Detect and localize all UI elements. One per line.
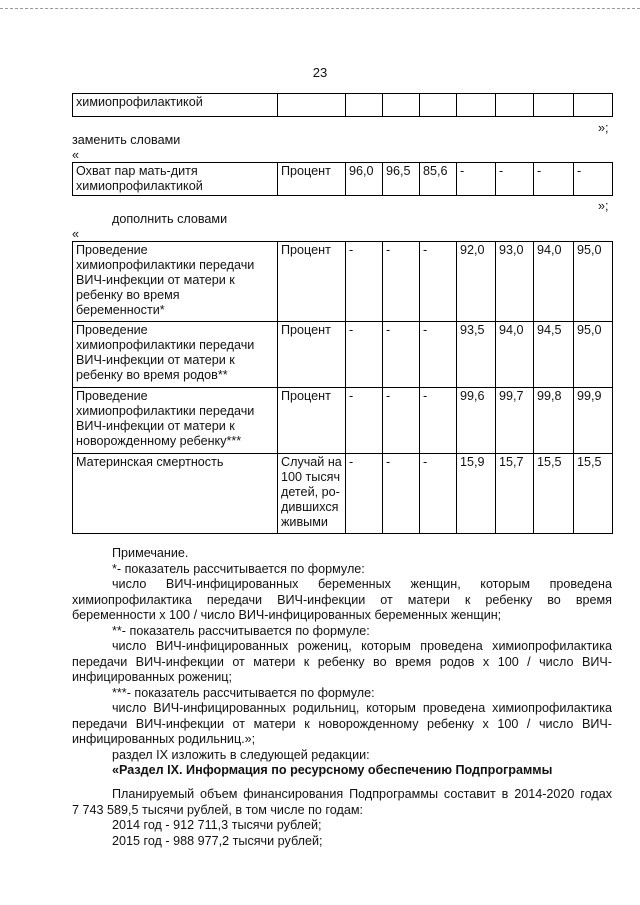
note-3-line: число ВИЧ-инфицированных родильниц, которым проведена химиопрофилактика [112, 701, 612, 715]
section-intro: раздел IX изложить в следующей редакции: [112, 747, 370, 762]
note-2-head: **- показатель рассчитывается по формуле: [112, 623, 370, 638]
row-name: Охват пар мать-дитя химиопрофилактикой [73, 163, 278, 196]
table-row [73, 242, 613, 322]
row-value: - [346, 454, 383, 534]
prev-table-fragment [72, 93, 613, 117]
replace-label: заменить словами [72, 133, 181, 147]
row-value: - [383, 242, 420, 322]
section-title: «Раздел IX. Информация по ресурсному обеспечению Подпрограммы [112, 763, 553, 777]
row-value: - [534, 163, 574, 196]
row-value: - [346, 242, 383, 322]
table-row [73, 454, 613, 534]
scan-top-border [0, 8, 640, 10]
row-value: 96,0 [346, 163, 383, 196]
row-value: - [420, 242, 457, 322]
row-value: 15,9 [457, 454, 496, 534]
replacement-table [72, 162, 613, 196]
row-unit: Процент [278, 322, 346, 388]
row-value: - [496, 163, 534, 196]
note-3-line: передачи ВИЧ-инфекции от матери к новорожденному ребенку х 100 / число ВИЧ- [72, 716, 612, 731]
note-3-head: ***- показатель рассчитывается по формуле: [112, 685, 375, 700]
row-value: - [420, 454, 457, 534]
prev-row-name: химиопрофилактикой [73, 94, 278, 117]
row-value: 99,6 [457, 388, 496, 454]
row-value: 99,8 [534, 388, 574, 454]
row-value: 94,0 [534, 242, 574, 322]
note-2-line: инфицированных рожениц; [72, 670, 232, 684]
note-2-line: число ВИЧ-инфицированных рожениц, которым проведена химиопрофилактика [112, 639, 612, 653]
row-value: 94,0 [496, 322, 534, 388]
row-value: - [346, 388, 383, 454]
close-quote-1: »; [598, 121, 609, 135]
table-row [73, 322, 613, 388]
year-2015: 2015 год - 988 977,2 тысячи рублей; [112, 833, 323, 848]
row-value: 99,7 [496, 388, 534, 454]
row-value: 95,0 [574, 322, 613, 388]
row-name: Проведение химиопрофилактики передачи ВИЧ-инфекции от матери к ребенку во время беременности* [73, 242, 278, 322]
open-quote-2: « [72, 227, 80, 241]
note-1-head: *- показатель рассчитывается по формуле: [112, 561, 365, 576]
table-row [73, 163, 613, 196]
row-value: 15,5 [534, 454, 574, 534]
financing-line: 7 743 589,5 тысячи рублей, в том числе по годам: [72, 802, 363, 817]
page-number: 23 [312, 65, 328, 80]
year-2014: 2014 год - 912 711,3 тысячи рублей; [112, 818, 322, 832]
table-row [73, 388, 613, 454]
open-quote-1: « [72, 148, 80, 162]
row-value: - [383, 454, 420, 534]
row-unit: Процент [278, 242, 346, 322]
row-value: 85,6 [420, 163, 457, 196]
financing-line: Планируемый объем финансирования Подпрограммы составит в 2014-2020 годах [112, 787, 612, 801]
row-value: - [346, 322, 383, 388]
row-value: 15,5 [574, 454, 613, 534]
row-value: - [420, 322, 457, 388]
close-quote-2: »; [598, 199, 609, 213]
row-unit: Процент [278, 163, 346, 196]
row-value: - [574, 163, 613, 196]
notes-title: Примечание. [112, 546, 189, 560]
row-value: - [383, 388, 420, 454]
row-value: 92,0 [457, 242, 496, 322]
row-value: 94,5 [534, 322, 574, 388]
row-unit: Случай на 100 тысяч детей, ро- дившихся живыми [278, 454, 346, 534]
row-value: 96,5 [383, 163, 420, 196]
row-value: - [457, 163, 496, 196]
note-1-line: число ВИЧ-инфицированных беременных женщин, которым проведена [112, 577, 612, 591]
note-1-line: беременности х 100 / число ВИЧ-инфицированных беременных женщин; [72, 608, 502, 622]
note-3-line: инфицированных родильниц.»; [72, 732, 256, 746]
row-value: 93,0 [496, 242, 534, 322]
row-name: Проведение химиопрофилактики передачи ВИЧ-инфекции от матери к ребенку во время родов** [73, 322, 278, 388]
add-label: дополнить словами [112, 212, 228, 226]
note-2-line: передачи ВИЧ-инфекции от матери к ребенку во время родов х 100 / число ВИЧ- [72, 654, 612, 669]
added-rows-table [72, 241, 613, 534]
row-value: - [383, 322, 420, 388]
row-value: 15,7 [496, 454, 534, 534]
financing-block [72, 787, 612, 849]
row-name: Проведение химиопрофилактики передачи ВИЧ-инфекции от матери к новорожденному ребенку*** [73, 388, 278, 454]
note-1-line: химиопрофилактика передачи ВИЧ-инфекции от матери к ребенку во время [72, 592, 612, 607]
row-value: 93,5 [457, 322, 496, 388]
row-value: 95,0 [574, 242, 613, 322]
row-unit: Процент [278, 388, 346, 454]
row-value: - [420, 388, 457, 454]
row-name: Материнская смертность [73, 454, 278, 534]
row-value: 99,9 [574, 388, 613, 454]
notes-block [72, 546, 612, 779]
